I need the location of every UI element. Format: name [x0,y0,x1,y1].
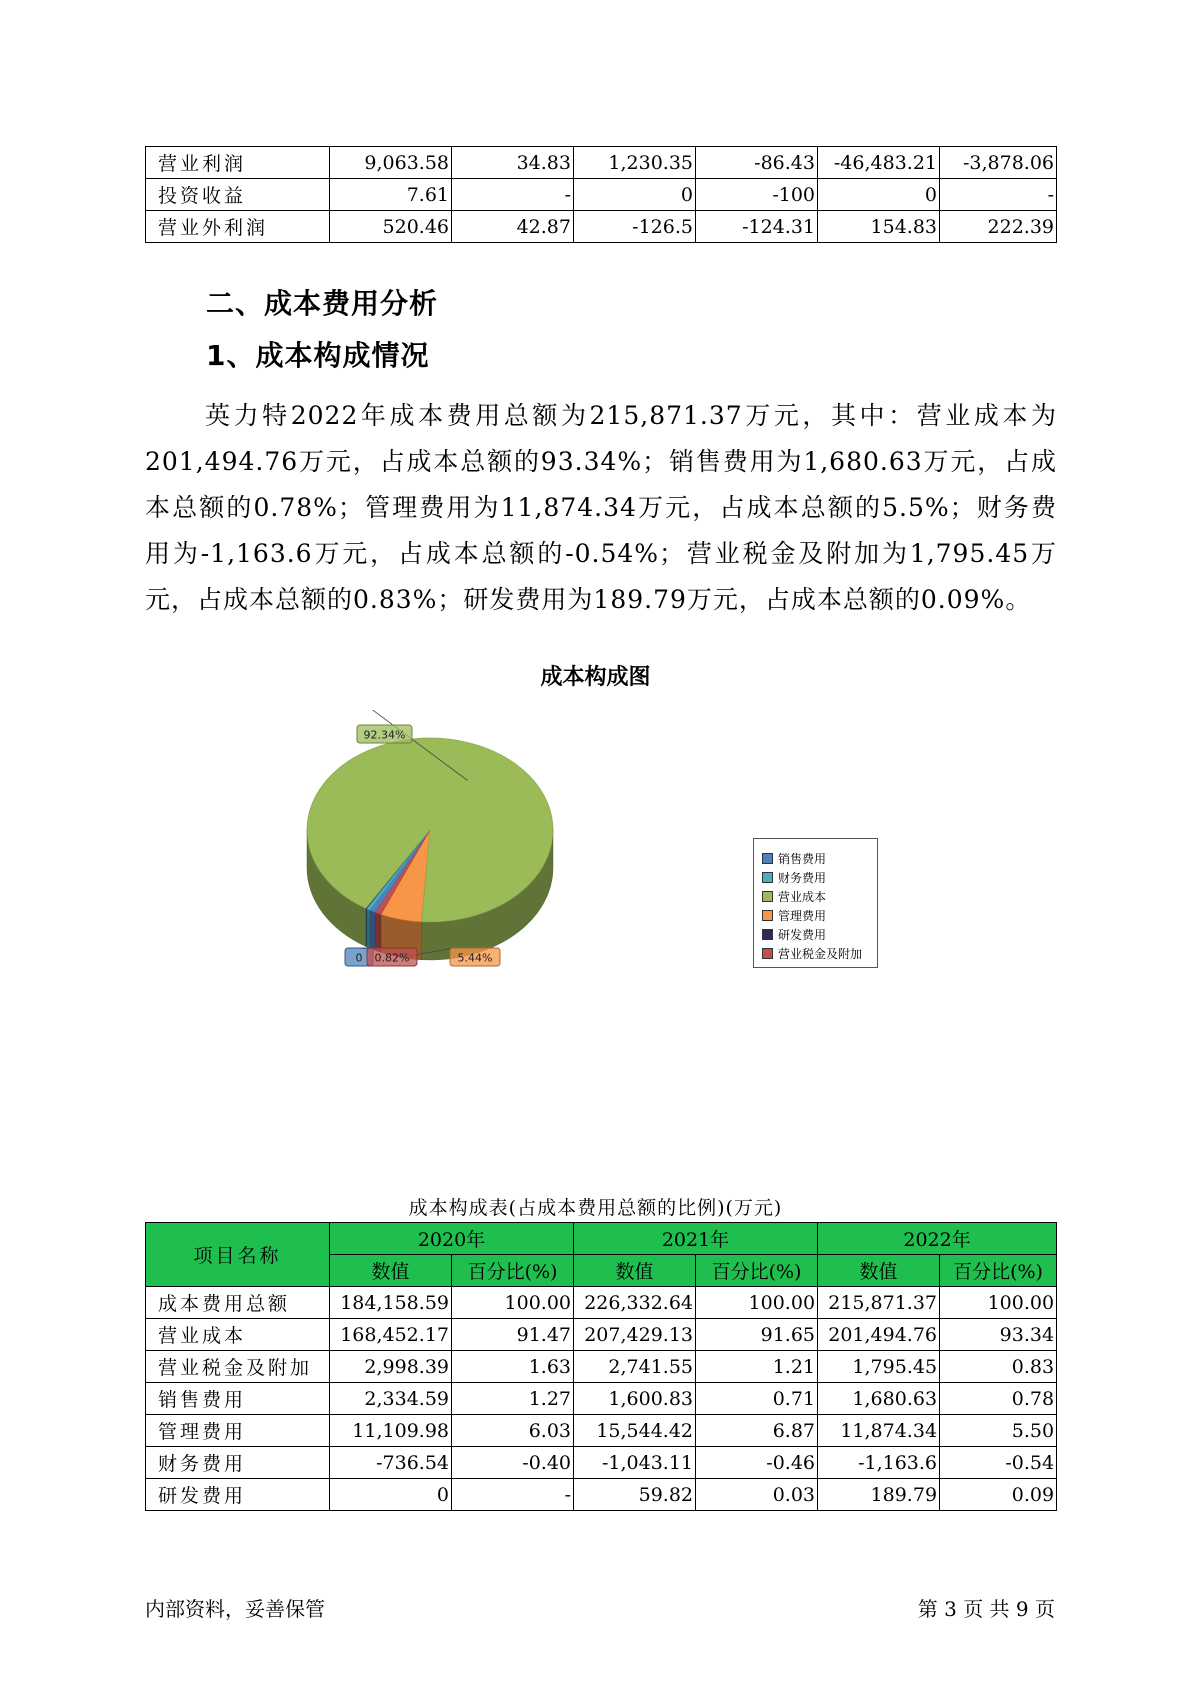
pie-side [375,912,381,952]
cell: 5.50 [940,1415,1057,1447]
cell: 168,452.17 [330,1319,452,1351]
pie-data-label [367,948,417,966]
cell: 7.61 [330,179,452,211]
profit-table [145,146,1057,243]
row-label: 营业成本 [146,1319,330,1351]
cell: -1,163.6 [818,1447,940,1479]
header-year: 2021年 [574,1223,818,1255]
pie-data-label [357,725,412,743]
legend-swatch [762,872,773,883]
cell: 1,795.45 [818,1351,940,1383]
cell: 1.21 [696,1351,818,1383]
row-label: 投资收益 [146,179,330,211]
table-row [146,1447,1057,1479]
cell: 100.00 [940,1287,1057,1319]
table-row [146,179,1057,211]
cell: 15,544.42 [574,1415,696,1447]
cell: -3,878.06 [940,147,1057,179]
chart-title: 成本构成图 [540,665,651,690]
cell: 2,334.59 [330,1383,452,1415]
cell: - [452,1479,574,1511]
legend-label: 研发费用 [778,928,827,942]
legend-label: 管理费用 [778,909,827,923]
pie-data-label [450,948,500,966]
pie-side [366,909,370,949]
cell: 100.00 [696,1287,818,1319]
cell: 207,429.13 [574,1319,696,1351]
cell: 184,158.59 [330,1287,452,1319]
cell: 215,871.37 [818,1287,940,1319]
header-value: 数值 [574,1255,696,1287]
header-item-name: 项目名称 [146,1223,330,1287]
analysis-paragraph: 英力特2022年成本费用总额为215,871.37万元，其中：营业成本为201,494.76万元，占成本总额的93.34%；销售费用为1,680.63万元，占成本总额的0.78%；管理费用为11,874.34万元，占成本总额的5.5%；财务费用为-1,163.6万元，占成本总额的-0.54%；营业税金及附加为1,795.45万元，占成本总额的0.83%；研发费用为189.79万元，占成本总额的0.09%。 [145,401,1057,614]
row-label: 营业税金及附加 [146,1351,330,1383]
cell: - [940,179,1057,211]
cell: -0.46 [696,1447,818,1479]
header-year: 2020年 [330,1223,574,1255]
chart-legend [753,838,878,968]
legend-swatch [762,929,773,940]
cell: 1,600.83 [574,1383,696,1415]
row-label: 销售费用 [146,1383,330,1415]
row-label: 管理费用 [146,1415,330,1447]
cell: 0.78 [940,1383,1057,1415]
legend-item [762,849,877,868]
cell: 91.65 [696,1319,818,1351]
cell: 201,494.76 [818,1319,940,1351]
cell: 222.39 [940,211,1057,243]
legend-item [762,925,877,944]
legend-label: 营业成本 [778,890,827,904]
table-row [146,1383,1057,1415]
table-row [146,1415,1057,1447]
cell: 0 [574,179,696,211]
legend-swatch [762,948,773,959]
legend-label: 营业税金及附加 [778,947,863,961]
legend-item [762,887,877,906]
header-row [146,1223,1057,1255]
legend-swatch [762,910,773,921]
section-heading: 二、成本费用分析 [206,287,439,320]
header-percent: 百分比(%) [452,1255,574,1287]
pie-side [370,910,375,950]
table-row [146,1319,1057,1351]
cell: 2,741.55 [574,1351,696,1383]
table-row [146,1287,1057,1319]
cell: 11,109.98 [330,1415,452,1447]
cell: -736.54 [330,1447,452,1479]
table-row [146,211,1057,243]
legend-label: 销售费用 [778,852,827,866]
cell: 1.27 [452,1383,574,1415]
subsection-heading: 1、成本构成情况 [206,339,430,372]
legend-item [762,868,877,887]
header-year: 2022年 [818,1223,1057,1255]
pie-slice [307,738,553,922]
cell: 0.09 [940,1479,1057,1511]
cell: -0.54 [940,1447,1057,1479]
cell: 59.82 [574,1479,696,1511]
cell: 1,230.35 [574,147,696,179]
cell: 520.46 [330,211,452,243]
legend-swatch [762,891,773,902]
header-percent: 百分比(%) [696,1255,818,1287]
cell: - [452,179,574,211]
row-label: 成本费用总额 [146,1287,330,1319]
data-label-text: 5.44% [457,951,493,965]
row-label: 财务费用 [146,1447,330,1479]
legend-item [762,906,877,925]
row-label: 营业外利润 [146,211,330,243]
cell: 93.34 [940,1319,1057,1351]
cell: 6.03 [452,1415,574,1447]
cell: 11,874.34 [818,1415,940,1447]
cell: -126.5 [574,211,696,243]
cell: 0 [330,1479,452,1511]
cell: 42.87 [452,211,574,243]
row-label: 研发费用 [146,1479,330,1511]
cell: 0.71 [696,1383,818,1415]
cell: -1,043.11 [574,1447,696,1479]
cell: 6.87 [696,1415,818,1447]
cell: 0.03 [696,1479,818,1511]
row-label: 营业利润 [146,147,330,179]
cell: -124.31 [696,211,818,243]
legend-swatch [762,853,773,864]
cell: 100.00 [452,1287,574,1319]
cost-pie-chart [290,710,570,980]
cell: 0 [818,179,940,211]
cell: -46,483.21 [818,147,940,179]
cell: 9,063.58 [330,147,452,179]
cell: 34.83 [452,147,574,179]
cell: -100 [696,179,818,211]
cost-structure-table [145,1222,1057,1511]
data-label-text: 92.34% [363,728,406,742]
table-row [146,1479,1057,1511]
footer-confidential: 内部资料，妥善保管 [145,1597,325,1621]
header-value: 数值 [818,1255,940,1287]
cell: 1.63 [452,1351,574,1383]
data-label-text: 0.82% [374,951,410,965]
legend-label: 财务费用 [778,871,827,885]
data-label-text: 0 [355,951,363,965]
cell: 91.47 [452,1319,574,1351]
cell: 0.83 [940,1351,1057,1383]
footer-page-number: 第 3 页 共 9 页 [917,1597,1055,1621]
table-caption: 成本构成表(占成本费用总额的比例)(万元) [408,1197,783,1219]
cell: 1,680.63 [818,1383,940,1415]
legend-item [762,944,877,963]
cell: 189.79 [818,1479,940,1511]
cell: 2,998.39 [330,1351,452,1383]
table-row [146,147,1057,179]
cell: -86.43 [696,147,818,179]
cell: -0.40 [452,1447,574,1479]
header-percent: 百分比(%) [940,1255,1057,1287]
table-row [146,1351,1057,1383]
cell: 226,332.64 [574,1287,696,1319]
header-value: 数值 [330,1255,452,1287]
cell: 154.83 [818,211,940,243]
